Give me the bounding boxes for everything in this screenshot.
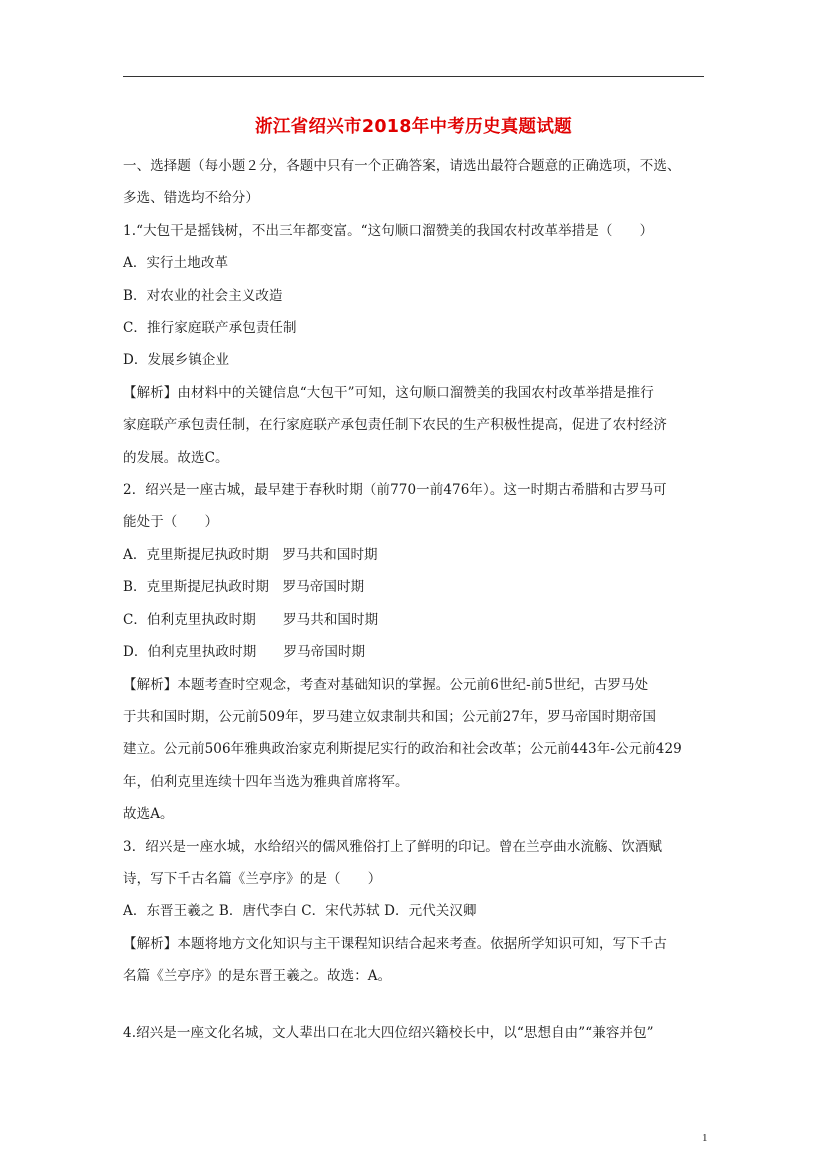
q2-analysis-line-2: 于共和国时期，公元前509年，罗马建立奴隶制共和国；公元前27年，罗马帝国时期帝国 xyxy=(123,708,657,725)
q2-answer: 故选A。 xyxy=(123,806,174,823)
q3-analysis-line-1: 【解析】本题将地方文化知识与主干课程知识结合起来考查。依据所学知识可知，写下千古 xyxy=(123,935,667,952)
q2-analysis-line-3: 建立。公元前506年雅典政治家克利斯提尼实行的政治和社会改革；公元前443年-公元前429 xyxy=(123,741,682,758)
q1-option-c: C．推行家庭联产承包责任制 xyxy=(123,320,297,337)
q1-analysis-line-3: 的发展。故选C。 xyxy=(123,449,229,466)
q1-analysis-line-1: 【解析】由材料中的关键信息“大包干”可知，这句顺口溜赞美的我国农村改革举措是推行 xyxy=(123,384,654,401)
section-heading-line-2: 多选、错选均不给分） xyxy=(123,190,259,207)
question-4-line-1: 4.绍兴是一座文化名城，文人辈出口在北大四位绍兴籍校长中，以“思想自由”“兼容并包” xyxy=(123,1024,654,1041)
document-title: 浙江省绍兴市2018年中考历史真题试题 xyxy=(255,117,572,137)
q3-options: A．东晋王羲之 B．唐代李白 C．宋代苏轼 D．元代关汉卿 xyxy=(123,903,477,920)
q2-option-a: A．克里斯提尼执政时期 罗马共和国时期 xyxy=(123,546,378,563)
question-2-line-1: 2．绍兴是一座古城，最早建于春秋时期（前770一前476年）。这一时期古希腊和古罗马可 xyxy=(123,482,667,499)
page-number: 1 xyxy=(702,1132,708,1144)
question-3-line-1: 3．绍兴是一座水城，水给绍兴的儒风雅俗打上了鲜明的印记。曾在兰亭曲水流觞、饮酒赋 xyxy=(123,838,663,855)
document-body xyxy=(123,150,708,1049)
question-3-line-2: 诗，写下千古名篇《兰亭序》的是（ ） xyxy=(123,870,382,887)
q2-option-b: B．克里斯提尼执政时期 罗马帝国时期 xyxy=(123,579,365,596)
section-heading-line-1: 一、选择题（每小题２分，各题中只有一个正确答案，请选出最符合题意的正确选项，不选、 xyxy=(123,158,681,174)
q1-option-a: A．实行土地改革 xyxy=(123,255,229,272)
header-rule xyxy=(123,76,704,77)
q3-analysis-line-2: 名篇《兰亭序》的是东晋王羲之。故选：A。 xyxy=(123,968,392,985)
q1-option-b: B．对农业的社会主义改造 xyxy=(123,287,283,304)
q2-option-c: C．伯利克里执政时期 罗马共和国时期 xyxy=(123,611,379,628)
question-2-line-2: 能处于（ ） xyxy=(123,514,219,531)
q2-option-d: D．伯利克里执政时期 罗马帝国时期 xyxy=(123,644,366,661)
q1-option-d: D．发展乡镇企业 xyxy=(123,352,230,369)
q2-analysis-line-1: 【解析】本题考查时空观念，考查对基础知识的掌握。公元前6世纪-前5世纪，古罗马处 xyxy=(123,676,649,693)
q2-analysis-line-4: 年，伯利克里连续十四年当选为雅典首席将军。 xyxy=(123,773,409,790)
q1-analysis-line-2: 家庭联产承包责任制，在行家庭联产承包责任制下农民的生产积极性提高，促进了农村经济 xyxy=(123,417,667,434)
question-1: 1.“大包干是摇钱树，不出三年都变富。“这句顺口溜赞美的我国农村改革举措是（ ） xyxy=(123,222,654,239)
